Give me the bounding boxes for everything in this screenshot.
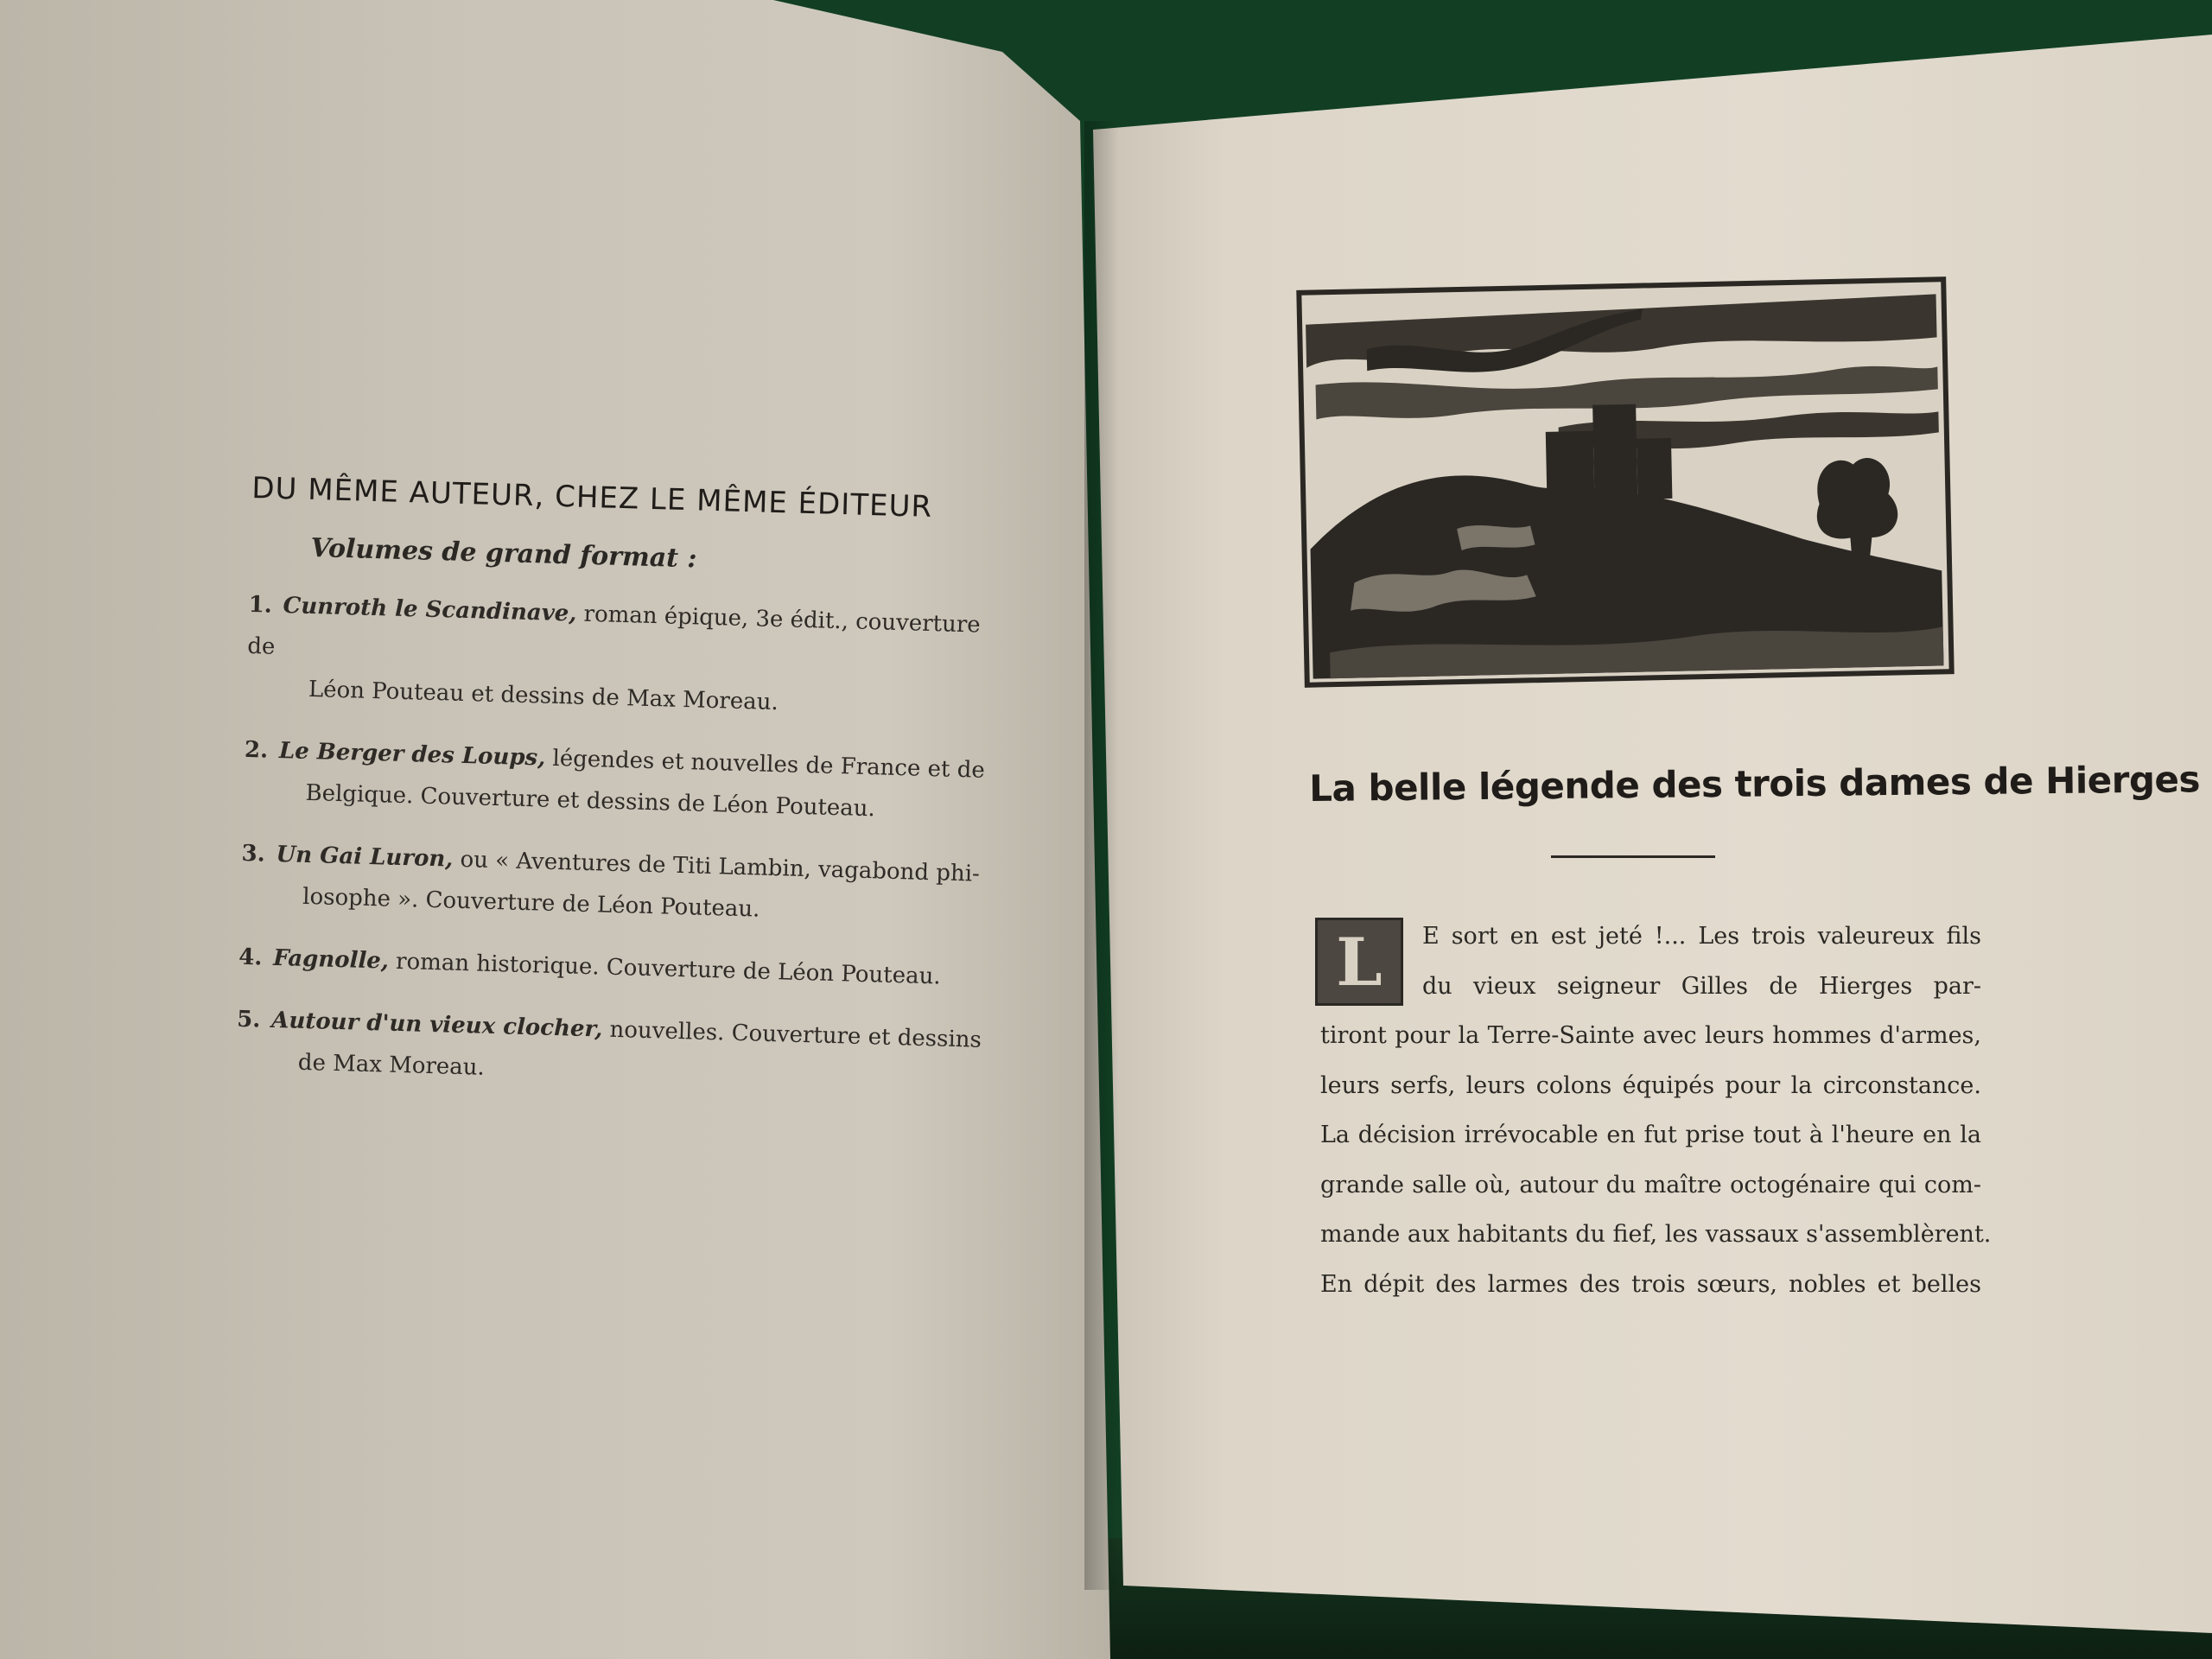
body-line: La décision irrévocable en fut prise tout à l'heure en la [1320,1122,1981,1148]
book-number: 3. [241,840,266,868]
book-description-cont: de Max Moreau. [297,1049,486,1081]
left-page-content [235,471,1013,1123]
book-number: 1. [248,591,273,619]
left-page-heading: DU MÊME AUTEUR, CHEZ LE MÊME ÉDITEUR [251,471,933,524]
left-page-subheading: Volumes de grand format : [310,532,698,575]
book-entry-4 [238,937,1000,1000]
book-title: Fagnolle, [272,944,390,975]
drop-cap-letter: L [1336,923,1382,1001]
book-description-cont: losophe ». Couverture de Léon Pouteau. [302,883,760,923]
book-number: 4. [238,944,263,971]
body-line: leurs serfs, leurs colons équipés pour la circonstance. [1320,1071,1981,1099]
book-description: nouvelles. Couverture et dessins [601,1016,982,1053]
book-gutter [1084,121,1119,1590]
book-description: légendes et nouvelles de France et de [544,745,986,784]
body-line: mande aux habitants du fief, les vassaux s'assemblèrent. [1320,1221,1992,1248]
book-description: ou « Aventures de Titi Lambin, vagabond phi- [452,846,981,887]
book-number: 2. [244,736,269,764]
book-title: Le Berger des Loups, [278,737,546,772]
book-entry-1 [245,584,1009,730]
book-description-cont: Belgique. Couverture et dessins de Léon Pouteau. [305,779,876,823]
book-number: 5. [236,1006,261,1033]
book-entry-2 [243,729,1005,834]
body-line: grande salle où, autour du maître octogénaire qui com- [1320,1171,1981,1198]
right-page [1093,0,2212,1659]
book-description: roman épique, 3e édit., couverture de [246,601,982,660]
body-line: du vieux seigneur Gilles de Hierges par- [1422,972,1981,1000]
book-title: Un Gai Luron, [276,841,454,873]
body-line: En dépit des larmes des trois sœurs, nobles et belles [1320,1270,1981,1298]
book-description: roman historique. Couverture de Léon Pouteau. [388,948,941,990]
body-line: tiront pour la Terre-Sainte avec leurs hommes d'armes, [1320,1022,1981,1049]
chapter-title: La belle légende des trois dames de Hierges [1309,758,2201,810]
woodcut-illustration [1296,276,1954,688]
chapter-body [1320,912,1992,1309]
book-entry-5 [235,999,997,1103]
book-entry-3 [240,833,1002,938]
title-rule [1551,855,1715,858]
book-title: Cunroth le Scandinave, [283,593,577,627]
book-description-cont: Léon Pouteau et dessins de Max Moreau. [308,676,779,716]
book-title: Autour d'un vieux clocher, [270,1007,603,1043]
body-line: E sort en est jeté !... Les trois valeureux fils [1422,923,1981,950]
